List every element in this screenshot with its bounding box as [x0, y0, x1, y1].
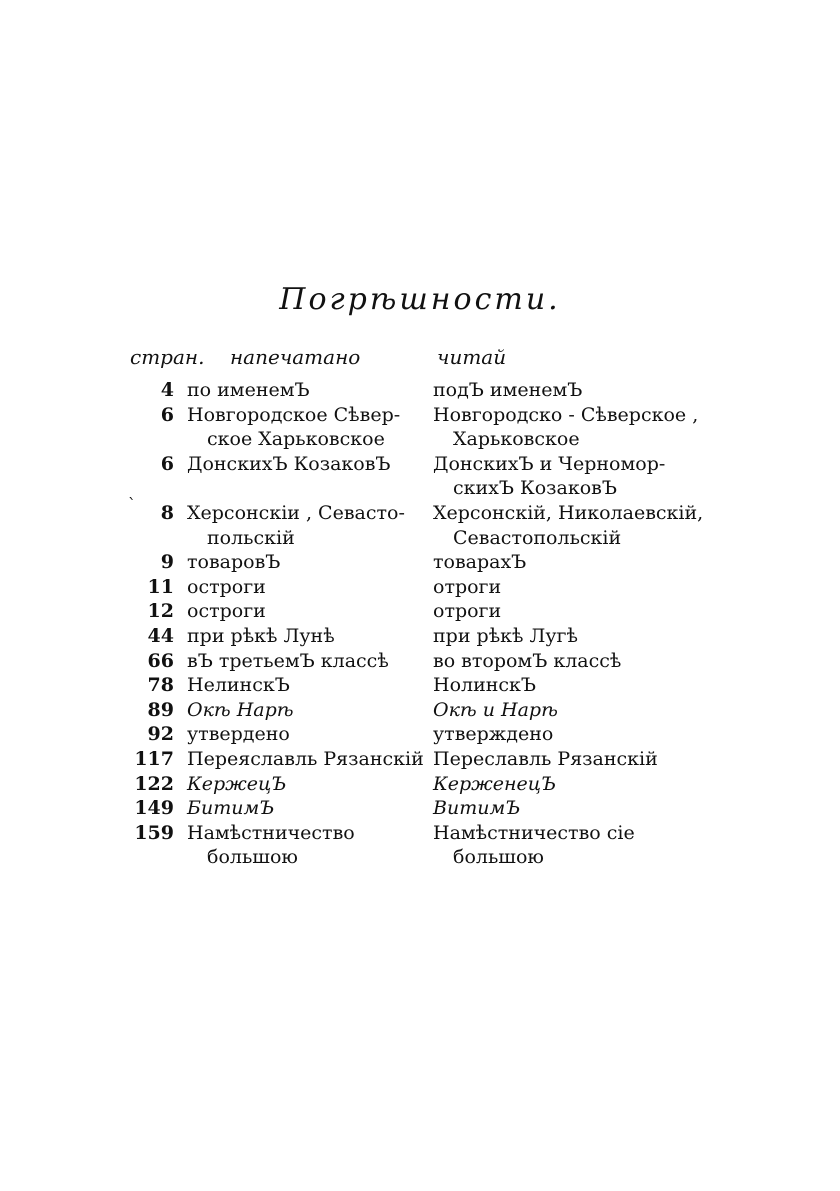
page-number: 92: [147, 723, 174, 746]
page-number: 11: [147, 575, 174, 598]
page-number: 44: [147, 624, 174, 647]
printed-text: по именемЪ: [187, 379, 310, 401]
correct-text: скихЪ КозаковЪ: [453, 477, 617, 500]
page-number: 117: [134, 747, 174, 770]
printed-text: при рѣкѣ Лунѣ: [187, 624, 335, 647]
printed-text: Херсонскiи , Севасто-: [187, 501, 405, 524]
header-read: читай: [437, 345, 507, 369]
header-printed: напечатано: [230, 345, 361, 369]
errata-row: [0, 649, 840, 674]
printed-text: ДонскихЪ КозаковЪ: [187, 452, 391, 475]
printed-text: Переяславль Рязанскiй: [187, 747, 424, 770]
errata-row: [0, 378, 840, 403]
printed-text: НелинскЪ: [187, 674, 290, 697]
printed-text: польскiй: [207, 526, 295, 549]
correct-text: Окѣ и Нарѣ: [433, 698, 558, 721]
errata-list: [0, 378, 840, 870]
correct-text: НолинскЪ: [433, 674, 537, 697]
correct-text: ВитимЪ: [433, 797, 521, 820]
errata-row: [0, 526, 840, 551]
correct-text: Севастопольскiй: [453, 526, 622, 549]
page-number: 6: [160, 403, 174, 426]
printed-text: ское Харьковское: [207, 428, 385, 451]
correct-text: товарахЪ: [433, 551, 527, 574]
page-number: 122: [134, 772, 174, 795]
printed-text: БитимЪ: [187, 797, 275, 820]
printed-text: большою: [207, 846, 298, 869]
page-number: 149: [134, 797, 174, 820]
correct-text: Харьковское: [453, 428, 580, 451]
printed-text: КержецЪ: [187, 772, 287, 795]
errata-row: [0, 624, 840, 649]
page-number: 4: [160, 379, 174, 401]
printed-text: Намѣстничество: [187, 821, 355, 844]
stray-mark: `: [128, 495, 136, 514]
correct-text: утверждено: [433, 723, 554, 746]
header-page: стран.: [130, 345, 205, 369]
correct-text: Новгородско - Сѣверское ,: [433, 403, 699, 426]
errata-row: [0, 821, 840, 846]
errata-row: [0, 698, 840, 723]
errata-row: [0, 599, 840, 624]
correct-text: Херсонскiй, Николаевскiй,: [433, 501, 704, 524]
page-number: 78: [147, 674, 174, 697]
errata-row: [0, 403, 840, 428]
errata-row: [0, 747, 840, 772]
correct-text: ДонскихЪ и Черномор-: [433, 452, 666, 475]
printed-text: товаровЪ: [187, 551, 281, 574]
page-number: 9: [160, 551, 174, 574]
errata-row: [0, 550, 840, 575]
correct-text: Переславль Рязанскiй: [433, 747, 658, 770]
page-number: 89: [147, 698, 174, 721]
page-title: Погрѣшности.: [279, 282, 561, 317]
errata-row: [0, 673, 840, 698]
correct-text: отроги: [433, 600, 502, 623]
errata-row: [0, 452, 840, 477]
printed-text: остроги: [187, 600, 266, 623]
correct-text: Намѣстничество сiе: [433, 821, 635, 844]
correct-text: при рѣкѣ Лугѣ: [433, 624, 578, 647]
errata-row: [0, 722, 840, 747]
errata-row: [0, 845, 840, 870]
errata-row: [0, 796, 840, 821]
page-number: 12: [147, 600, 174, 623]
errata-row: [0, 501, 840, 526]
printed-text: Новгородское Сѣвер-: [187, 403, 401, 426]
page-number: 66: [147, 649, 174, 672]
errata-row: [0, 772, 840, 797]
page-number: 6: [160, 452, 174, 475]
correct-text: большою: [453, 846, 544, 869]
page-number: 159: [134, 821, 174, 844]
correct-text: во второмЪ классѣ: [433, 649, 622, 672]
page-number: 8: [160, 501, 174, 524]
printed-text: вЪ третьемЪ классѣ: [187, 649, 389, 672]
errata-row: [0, 476, 840, 501]
errata-row: [0, 575, 840, 600]
printed-text: Окѣ Нарѣ: [187, 698, 294, 721]
errata-row: [0, 427, 840, 452]
printed-text: остроги: [187, 575, 266, 598]
correct-text: подЪ именемЪ: [433, 379, 583, 401]
correct-text: КерженецЪ: [433, 772, 557, 795]
correct-text: отроги: [433, 575, 502, 598]
printed-text: утвердено: [187, 723, 290, 746]
